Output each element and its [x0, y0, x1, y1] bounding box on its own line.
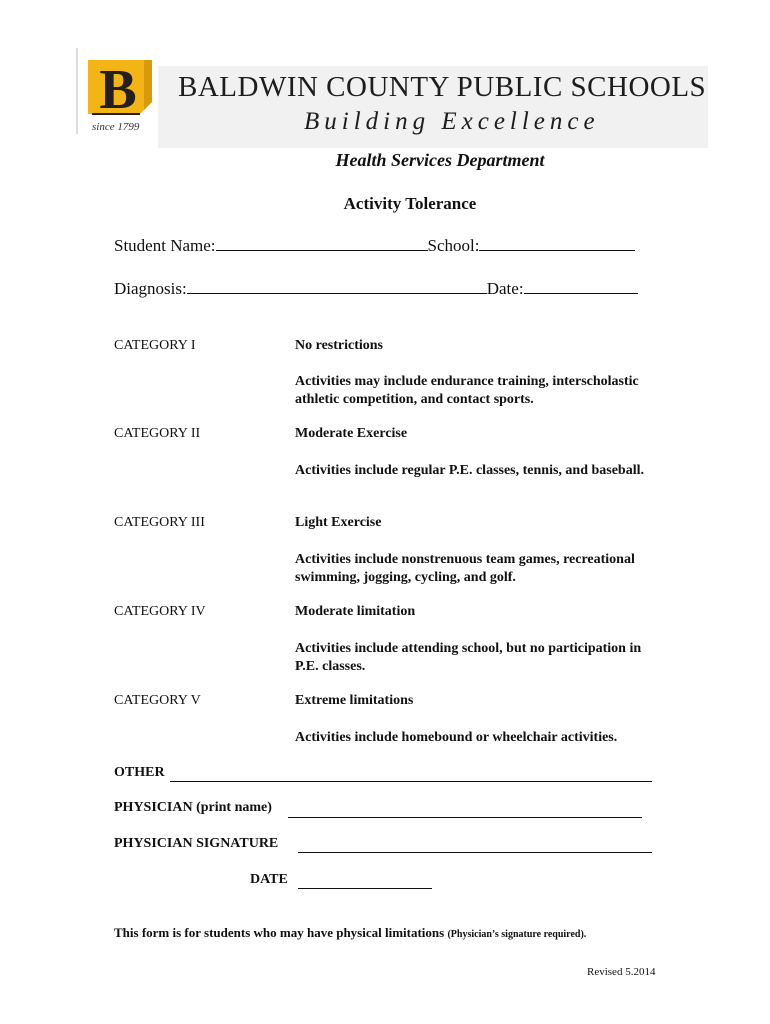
category-description: Activities may include endurance training, interscholastic athletic competition, and contact sports.: [295, 374, 639, 407]
diagnosis-date-row: [114, 279, 638, 299]
diagnosis-field[interactable]: [187, 279, 487, 294]
footer-note: [114, 925, 586, 941]
student-name-field[interactable]: [216, 236, 428, 251]
physician-signature-field[interactable]: [298, 852, 652, 853]
founded-year: since 1799: [92, 121, 140, 133]
category-description: Activities include regular P.E. classes, tennis, and baseball.: [295, 463, 644, 478]
footer-note-main: This form is for students who may have physical limitations: [114, 925, 445, 940]
signature-date-field[interactable]: [298, 888, 432, 889]
date-label: Date:: [486, 279, 524, 298]
category-label: CATEGORY I: [114, 338, 196, 353]
org-tagline: Building Excellence: [304, 108, 600, 135]
category-heading: Moderate Exercise: [295, 426, 408, 441]
district-logo-mark: [84, 56, 156, 124]
form-title: Activity Tolerance: [343, 194, 477, 213]
category-heading: Moderate limitation: [295, 604, 416, 619]
category-heading: No restrictions: [295, 338, 383, 353]
school-label: School:: [427, 236, 480, 255]
header-divider: [76, 48, 78, 134]
school-field[interactable]: [479, 236, 635, 251]
letterhead: [76, 48, 708, 148]
physician-print-label: PHYSICIAN (print name): [114, 800, 272, 815]
district-logo: [84, 56, 156, 124]
category-label: CATEGORY II: [114, 426, 201, 441]
category-label: CATEGORY IV: [114, 604, 206, 619]
category-heading: Light Exercise: [295, 515, 382, 530]
student-name-label: Student Name:: [114, 236, 216, 255]
category-description: Activities include homebound or wheelchair activities.: [295, 730, 618, 745]
category-heading: Extreme limitations: [295, 693, 414, 708]
category-label: CATEGORY V: [114, 693, 201, 708]
logo-letter: B: [99, 59, 137, 121]
category-description: Activities include attending school, but no participation in P.E. classes.: [295, 641, 642, 674]
physician-signature-label: PHYSICIAN SIGNATURE: [114, 836, 279, 851]
other-label: OTHER: [114, 765, 165, 780]
org-name: BALDWIN COUNTY PUBLIC SCHOOLS: [178, 71, 707, 103]
revision-date: Revised 5.2014: [587, 966, 656, 978]
physician-print-field[interactable]: [288, 817, 642, 818]
student-school-row: [114, 236, 635, 256]
other-field[interactable]: [170, 781, 652, 782]
category-label: CATEGORY III: [114, 515, 205, 530]
diagnosis-label: Diagnosis:: [114, 279, 187, 298]
footer-note-small: (Physician’s signature required).: [447, 929, 587, 940]
date-field[interactable]: [524, 279, 638, 294]
department-title: Health Services Department: [335, 150, 545, 170]
category-description: Activities include nonstrenuous team games, recreational swimming, jogging, cycling, and golf.: [295, 552, 635, 585]
signature-date-label: DATE: [250, 872, 288, 887]
